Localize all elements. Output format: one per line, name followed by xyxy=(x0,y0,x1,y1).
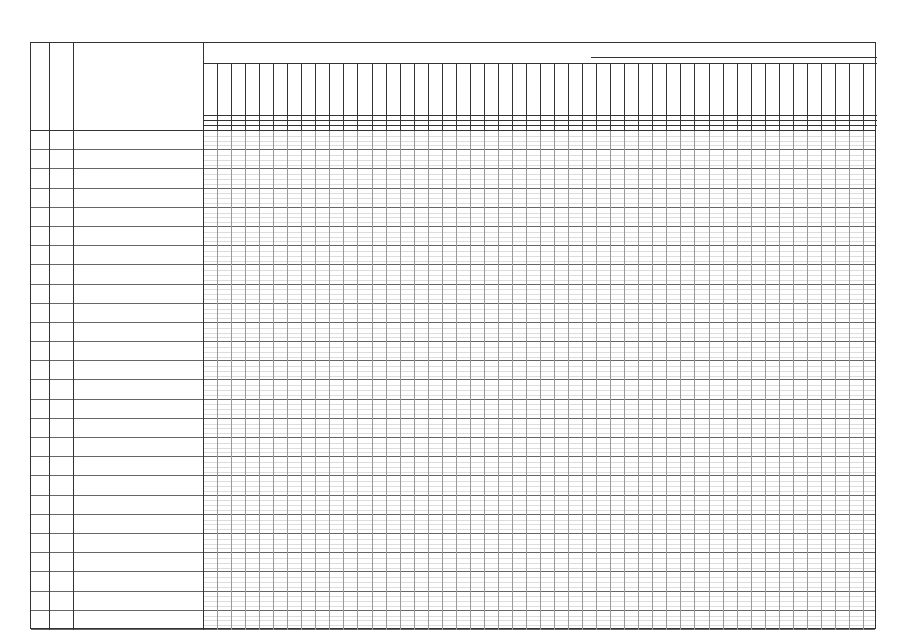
row-subdivider xyxy=(203,241,875,242)
table-row xyxy=(31,285,875,304)
column-header xyxy=(612,65,623,113)
table-row xyxy=(31,419,875,438)
column-divider xyxy=(231,63,232,131)
table-row xyxy=(31,169,875,188)
body-column-divider xyxy=(694,131,695,630)
row-cells xyxy=(203,419,875,437)
row-subdivider xyxy=(203,289,875,290)
body-divider xyxy=(203,131,204,630)
row-subdivider xyxy=(203,587,875,588)
row-subdivider xyxy=(203,500,875,501)
column-header xyxy=(261,65,272,113)
row-subdivider xyxy=(203,404,875,405)
body-column-divider xyxy=(273,131,274,630)
row-cells xyxy=(203,438,875,456)
row-subdivider xyxy=(203,568,875,569)
body-column-divider xyxy=(652,131,653,630)
row-cells xyxy=(203,304,875,322)
body-column-divider xyxy=(512,131,513,630)
row-subdivider xyxy=(203,424,875,425)
column-divider xyxy=(751,63,752,131)
table-row xyxy=(31,553,875,572)
body-column-divider xyxy=(793,131,794,630)
column-header xyxy=(402,65,413,113)
row-subdivider xyxy=(203,275,875,276)
row-subdivider xyxy=(203,237,875,238)
body-column-divider xyxy=(751,131,752,630)
body-column-divider xyxy=(863,131,864,630)
row-subdivider xyxy=(203,366,875,367)
column-header xyxy=(486,65,497,113)
body-column-divider xyxy=(835,131,836,630)
body-divider xyxy=(49,131,50,630)
table-row xyxy=(31,534,875,553)
body-column-divider xyxy=(554,131,555,630)
column-header xyxy=(753,65,764,113)
row-subdivider xyxy=(203,309,875,310)
column-header xyxy=(500,65,511,113)
table-row xyxy=(31,496,875,515)
row-subdivider xyxy=(203,136,875,137)
row-subdivider xyxy=(203,582,875,583)
body-column-divider xyxy=(807,131,808,630)
row-subdivider xyxy=(203,165,875,166)
row-subdivider xyxy=(203,213,875,214)
row-cells xyxy=(203,342,875,360)
row-subdivider xyxy=(203,371,875,372)
row-cells xyxy=(203,381,875,399)
body-column-divider xyxy=(498,131,499,630)
row-cells xyxy=(203,189,875,207)
body-column-divider xyxy=(582,131,583,630)
row-cells xyxy=(203,572,875,590)
table-row xyxy=(31,189,875,208)
column-divider xyxy=(793,63,794,131)
body-column-divider xyxy=(301,131,302,630)
column-divider xyxy=(442,63,443,131)
column-divider xyxy=(512,63,513,131)
row-subdivider xyxy=(203,596,875,597)
row-subdivider xyxy=(203,601,875,602)
row-subdivider xyxy=(203,270,875,271)
row-subdivider xyxy=(203,539,875,540)
column-header xyxy=(626,65,637,113)
row-cells xyxy=(203,496,875,514)
column-header xyxy=(359,65,370,113)
column-header xyxy=(275,65,286,113)
column-header xyxy=(514,65,525,113)
row-subdivider xyxy=(203,193,875,194)
column-header xyxy=(528,65,539,113)
data-table xyxy=(30,42,876,629)
row-subdivider xyxy=(203,462,875,463)
row-subdivider xyxy=(203,280,875,281)
table-row xyxy=(31,361,875,380)
body-column-divider xyxy=(624,131,625,630)
column-header xyxy=(205,65,216,113)
row-subdivider xyxy=(203,261,875,262)
row-subdivider xyxy=(203,433,875,434)
row-subdivider xyxy=(203,251,875,252)
row-cells xyxy=(203,265,875,283)
table-row xyxy=(31,476,875,495)
row-subdivider xyxy=(203,333,875,334)
column-header xyxy=(444,65,455,113)
column-header xyxy=(598,65,609,113)
column-header xyxy=(416,65,427,113)
column-header xyxy=(584,65,595,113)
row-subdivider xyxy=(203,563,875,564)
column-header xyxy=(696,65,707,113)
column-divider xyxy=(554,63,555,131)
column-header xyxy=(458,65,469,113)
row-subdivider xyxy=(203,577,875,578)
column-header xyxy=(388,65,399,113)
row-subdivider xyxy=(203,217,875,218)
table-row xyxy=(31,592,875,611)
row-subdivider xyxy=(203,328,875,329)
header-divider xyxy=(73,43,74,130)
column-divider xyxy=(484,63,485,131)
column-divider xyxy=(372,63,373,131)
column-divider xyxy=(568,63,569,131)
row-cells xyxy=(203,553,875,571)
row-cells xyxy=(203,457,875,475)
row-subdivider xyxy=(203,179,875,180)
row-subdivider xyxy=(203,486,875,487)
table-row xyxy=(31,438,875,457)
row-subdivider xyxy=(203,390,875,391)
column-header xyxy=(219,65,230,113)
body-column-divider xyxy=(217,131,218,630)
column-divider xyxy=(414,63,415,131)
body-column-divider xyxy=(596,131,597,630)
row-cells xyxy=(203,592,875,610)
column-header xyxy=(247,65,258,113)
row-subdivider xyxy=(203,174,875,175)
body-column-divider xyxy=(568,131,569,630)
row-subdivider xyxy=(203,395,875,396)
column-divider xyxy=(526,63,527,131)
row-subdivider xyxy=(203,505,875,506)
column-divider xyxy=(807,63,808,131)
row-subdivider xyxy=(203,472,875,473)
table-row xyxy=(31,208,875,227)
table-row xyxy=(31,131,875,150)
body-column-divider xyxy=(315,131,316,630)
row-subdivider xyxy=(203,155,875,156)
row-subdivider xyxy=(203,606,875,607)
column-divider xyxy=(428,63,429,131)
column-divider xyxy=(245,63,246,131)
table-row xyxy=(31,572,875,591)
body-column-divider xyxy=(526,131,527,630)
column-header xyxy=(668,65,679,113)
column-divider xyxy=(498,63,499,131)
row-cells xyxy=(203,285,875,303)
body-column-divider xyxy=(456,131,457,630)
row-subdivider xyxy=(203,184,875,185)
row-subdivider xyxy=(203,558,875,559)
column-header xyxy=(781,65,792,113)
row-cells xyxy=(203,361,875,379)
column-divider xyxy=(203,63,204,131)
row-subdivider xyxy=(203,313,875,314)
table-row xyxy=(31,246,875,265)
body-column-divider xyxy=(470,131,471,630)
row-subdivider xyxy=(203,510,875,511)
row-subdivider xyxy=(203,357,875,358)
body-column-divider xyxy=(414,131,415,630)
column-divider xyxy=(849,63,850,131)
body-column-divider xyxy=(386,131,387,630)
row-cells xyxy=(203,476,875,494)
row-subdivider xyxy=(203,409,875,410)
row-cells xyxy=(203,150,875,168)
column-divider xyxy=(217,63,218,131)
body-column-divider xyxy=(259,131,260,630)
column-divider xyxy=(835,63,836,131)
row-subdivider xyxy=(203,529,875,530)
row-subdivider xyxy=(203,222,875,223)
table-row xyxy=(31,457,875,476)
row-subdivider xyxy=(203,443,875,444)
table-row xyxy=(31,227,875,246)
body-column-divider xyxy=(357,131,358,630)
body-column-divider xyxy=(245,131,246,630)
body-column-divider xyxy=(372,131,373,630)
column-header xyxy=(711,65,722,113)
body-column-divider xyxy=(231,131,232,630)
row-cells xyxy=(203,131,875,149)
table-row xyxy=(31,304,875,323)
row-subdivider xyxy=(203,294,875,295)
column-divider xyxy=(765,63,766,131)
body-column-divider xyxy=(484,131,485,630)
row-subdivider xyxy=(203,452,875,453)
row-subdivider xyxy=(203,385,875,386)
body-column-divider xyxy=(709,131,710,630)
row-subdivider xyxy=(203,160,875,161)
row-subdivider xyxy=(203,428,875,429)
column-header xyxy=(865,65,876,113)
row-cells xyxy=(203,515,875,533)
column-header xyxy=(472,65,483,113)
row-subdivider xyxy=(203,318,875,319)
column-header xyxy=(331,65,342,113)
row-subdivider xyxy=(203,145,875,146)
body-column-divider xyxy=(821,131,822,630)
row-subdivider xyxy=(203,616,875,617)
row-cells xyxy=(203,169,875,187)
body-column-divider xyxy=(765,131,766,630)
column-divider xyxy=(596,63,597,131)
header-divider xyxy=(591,57,877,58)
row-cells xyxy=(203,323,875,341)
column-header xyxy=(809,65,820,113)
column-divider xyxy=(386,63,387,131)
body-column-divider xyxy=(779,131,780,630)
column-divider xyxy=(779,63,780,131)
table-row xyxy=(31,323,875,342)
column-header xyxy=(570,65,581,113)
row-subdivider xyxy=(203,448,875,449)
column-header xyxy=(289,65,300,113)
row-subdivider xyxy=(203,352,875,353)
row-subdivider xyxy=(203,544,875,545)
body-column-divider xyxy=(610,131,611,630)
row-subdivider xyxy=(203,625,875,626)
column-divider xyxy=(456,63,457,131)
column-header xyxy=(233,65,244,113)
column-header xyxy=(739,65,750,113)
column-header xyxy=(430,65,441,113)
row-subdivider xyxy=(203,481,875,482)
column-divider xyxy=(863,63,864,131)
body-column-divider xyxy=(329,131,330,630)
row-subdivider xyxy=(203,376,875,377)
column-header xyxy=(640,65,651,113)
column-header xyxy=(837,65,848,113)
body-column-divider xyxy=(400,131,401,630)
row-cells xyxy=(203,400,875,418)
row-subdivider xyxy=(203,548,875,549)
body-column-divider xyxy=(666,131,667,630)
column-header xyxy=(654,65,665,113)
row-subdivider xyxy=(203,141,875,142)
column-header xyxy=(303,65,314,113)
table-row xyxy=(31,342,875,361)
column-header xyxy=(345,65,356,113)
row-cells xyxy=(203,611,875,629)
header-divider xyxy=(49,43,50,130)
column-header xyxy=(374,65,385,113)
body-column-divider xyxy=(442,131,443,630)
body-column-divider xyxy=(680,131,681,630)
body-column-divider xyxy=(849,131,850,630)
column-divider xyxy=(470,63,471,131)
table-row xyxy=(31,400,875,419)
row-subdivider xyxy=(203,299,875,300)
row-subdivider xyxy=(203,520,875,521)
column-header xyxy=(767,65,778,113)
row-subdivider xyxy=(203,337,875,338)
body-column-divider xyxy=(540,131,541,630)
column-divider xyxy=(540,63,541,131)
row-subdivider xyxy=(203,620,875,621)
column-divider xyxy=(259,63,260,131)
column-divider xyxy=(737,63,738,131)
row-subdivider xyxy=(203,203,875,204)
row-subdivider xyxy=(203,467,875,468)
table-row xyxy=(31,611,875,630)
column-divider xyxy=(723,63,724,131)
column-header xyxy=(542,65,553,113)
column-header xyxy=(556,65,567,113)
table-header xyxy=(31,43,875,131)
column-divider xyxy=(709,63,710,131)
row-subdivider xyxy=(203,491,875,492)
row-subdivider xyxy=(203,524,875,525)
body-column-divider xyxy=(287,131,288,630)
row-cells xyxy=(203,534,875,552)
row-subdivider xyxy=(203,256,875,257)
table-row xyxy=(31,515,875,534)
row-subdivider xyxy=(203,232,875,233)
column-divider xyxy=(821,63,822,131)
row-cells xyxy=(203,246,875,264)
column-header xyxy=(317,65,328,113)
body-column-divider xyxy=(723,131,724,630)
column-header xyxy=(795,65,806,113)
body-column-divider xyxy=(343,131,344,630)
column-header xyxy=(725,65,736,113)
body-column-divider xyxy=(737,131,738,630)
row-subdivider xyxy=(203,414,875,415)
table-row xyxy=(31,265,875,284)
row-cells xyxy=(203,208,875,226)
column-divider xyxy=(582,63,583,131)
table-row xyxy=(31,150,875,169)
column-header xyxy=(823,65,834,113)
body-column-divider xyxy=(638,131,639,630)
row-cells xyxy=(203,227,875,245)
body-column-divider xyxy=(428,131,429,630)
row-subdivider xyxy=(203,198,875,199)
table-row xyxy=(31,381,875,400)
column-header xyxy=(682,65,693,113)
column-divider xyxy=(400,63,401,131)
body-divider xyxy=(73,131,74,630)
column-header xyxy=(851,65,862,113)
row-subdivider xyxy=(203,347,875,348)
